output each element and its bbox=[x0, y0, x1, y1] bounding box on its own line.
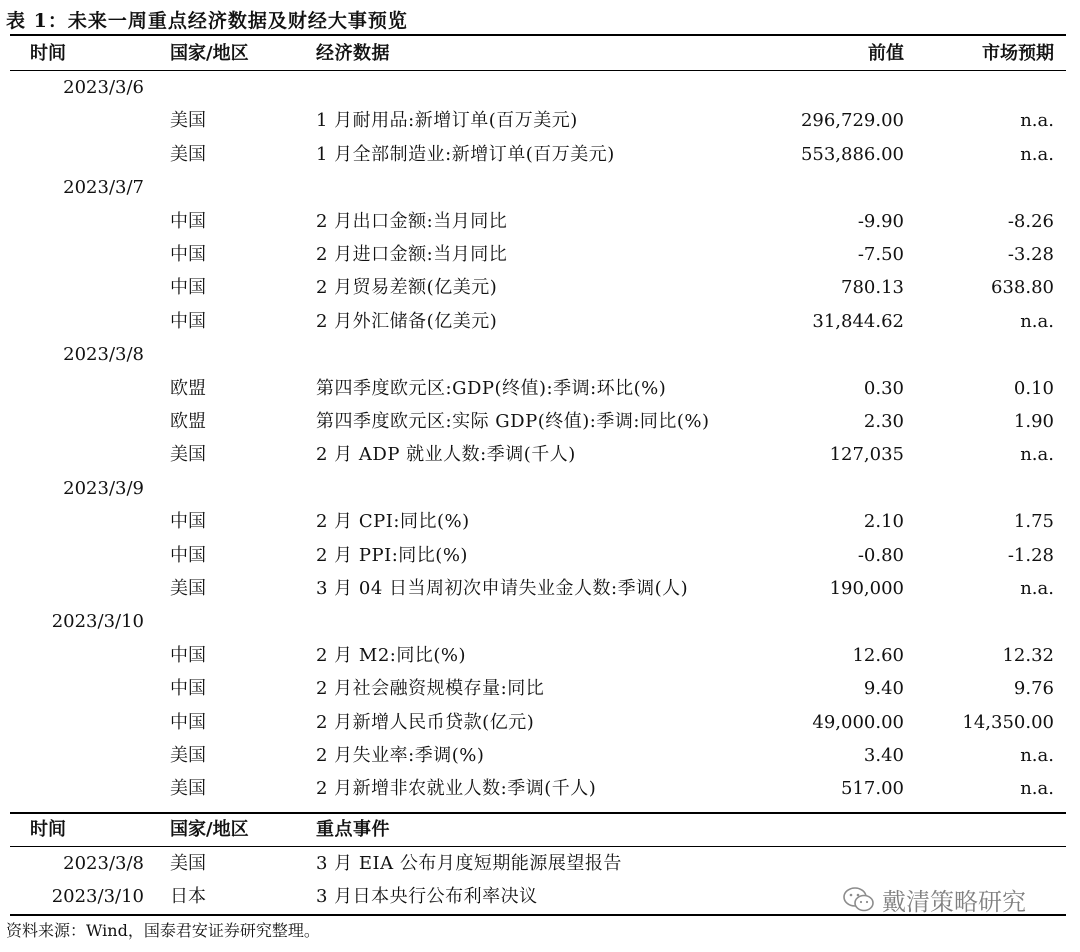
table-row bbox=[10, 639, 1066, 672]
table-row bbox=[10, 539, 1066, 572]
prev-value-cell: 3.40 bbox=[863, 745, 904, 766]
indicator-cell: 2 月新增非农就业人数:季调(千人) bbox=[316, 778, 597, 800]
indicator-cell: 2 月进口金额:当月同比 bbox=[316, 244, 508, 265]
forecast-cell: n.a. bbox=[1020, 578, 1054, 599]
header-country: 国家/地区 bbox=[170, 43, 249, 64]
watermark bbox=[842, 882, 1026, 920]
country-cell: 中国 bbox=[170, 544, 206, 566]
table-row bbox=[10, 405, 1066, 438]
forecast-cell: 638.80 bbox=[991, 277, 1054, 299]
table-row bbox=[10, 505, 1066, 538]
forecast-cell: -8.26 bbox=[1007, 210, 1054, 232]
prev-value-cell: 12.60 bbox=[852, 644, 904, 666]
indicator-cell: 2 月 ADP 就业人数:季调(千人) bbox=[316, 444, 576, 466]
date-cell: 2023/3/10 bbox=[51, 611, 144, 633]
date-cell: 2023/3/6 bbox=[63, 77, 144, 98]
event-row bbox=[10, 847, 1066, 880]
forecast-cell: n.a. bbox=[1020, 745, 1054, 766]
date-group-row bbox=[10, 171, 1066, 204]
forecast-cell: 14,350.00 bbox=[962, 711, 1054, 733]
date-group-row bbox=[10, 472, 1066, 505]
header-date: 时间 bbox=[30, 43, 66, 64]
table-header bbox=[10, 37, 1066, 70]
table-row bbox=[10, 739, 1066, 772]
source-note: 资料来源：Wind，国泰君安证券研究整理。 bbox=[6, 921, 320, 940]
event-date: 2023/3/10 bbox=[51, 886, 144, 907]
country-cell: 美国 bbox=[170, 110, 206, 132]
country-cell: 中国 bbox=[170, 210, 206, 232]
country-cell: 美国 bbox=[170, 745, 206, 766]
prev-value-cell: 296,729.00 bbox=[800, 110, 904, 132]
country-cell: 欧盟 bbox=[170, 411, 206, 432]
indicator-cell: 1 月耐用品:新增订单(百万美元) bbox=[316, 110, 578, 132]
date-group-row bbox=[10, 338, 1066, 371]
forecast-cell: n.a. bbox=[1020, 143, 1054, 165]
date-group-row bbox=[10, 605, 1066, 638]
date-group-row bbox=[10, 71, 1066, 104]
indicator-cell: 2 月失业率:季调(%) bbox=[316, 745, 485, 766]
country-cell: 美国 bbox=[170, 143, 206, 165]
country-cell: 美国 bbox=[170, 778, 206, 800]
table-row bbox=[10, 572, 1066, 605]
forecast-cell: 9.76 bbox=[1013, 678, 1054, 700]
indicator-cell: 1 月全部制造业:新增订单(百万美元) bbox=[316, 143, 615, 165]
event-country: 日本 bbox=[170, 886, 206, 907]
table-row bbox=[10, 772, 1066, 805]
country-cell: 中国 bbox=[170, 644, 206, 666]
date-cell: 2023/3/9 bbox=[63, 477, 144, 499]
prev-value-cell: 517.00 bbox=[841, 778, 904, 800]
wechat-icon bbox=[842, 886, 876, 920]
table-title: 表 1：未来一周重点经济数据及财经大事预览 bbox=[6, 10, 408, 32]
table-row bbox=[10, 672, 1066, 705]
forecast-cell: n.a. bbox=[1020, 444, 1054, 466]
forecast-cell: n.a. bbox=[1020, 778, 1054, 800]
table-row bbox=[10, 138, 1066, 171]
prev-value-cell: -0.80 bbox=[857, 544, 904, 566]
prev-value-cell: -9.90 bbox=[857, 210, 904, 232]
indicator-cell: 2 月 PPI:同比(%) bbox=[316, 544, 468, 566]
table-row bbox=[10, 305, 1066, 338]
forecast-cell: 0.10 bbox=[1013, 377, 1054, 399]
indicator-cell: 2 月 M2:同比(%) bbox=[316, 644, 466, 666]
events-header-event: 重点事件 bbox=[316, 819, 390, 840]
table-row bbox=[10, 238, 1066, 271]
country-cell: 中国 bbox=[170, 310, 206, 332]
header-item: 经济数据 bbox=[316, 43, 390, 64]
prev-value-cell: 0.30 bbox=[863, 377, 904, 399]
country-cell: 中国 bbox=[170, 277, 206, 299]
table-row bbox=[10, 372, 1066, 405]
indicator-cell: 2 月社会融资规模存量:同比 bbox=[316, 678, 545, 700]
header-forecast: 市场预期 bbox=[982, 43, 1054, 64]
date-cell: 2023/3/8 bbox=[63, 344, 144, 366]
forecast-cell: 1.90 bbox=[1013, 411, 1054, 432]
prev-value-cell: 780.13 bbox=[841, 277, 904, 299]
country-cell: 中国 bbox=[170, 244, 206, 265]
top-rule bbox=[10, 34, 1066, 36]
date-cell: 2023/3/7 bbox=[63, 177, 144, 199]
country-cell: 美国 bbox=[170, 578, 206, 599]
forecast-cell: -1.28 bbox=[1007, 544, 1054, 566]
indicator-cell: 2 月新增人民币贷款(亿元) bbox=[316, 711, 535, 733]
indicator-cell: 2 月外汇储备(亿美元) bbox=[316, 310, 498, 332]
event-text: 3 月日本央行公布利率决议 bbox=[316, 886, 538, 907]
watermark-text: 戴清策略研究 bbox=[882, 888, 1026, 916]
table-row bbox=[10, 104, 1066, 137]
event-text: 3 月 EIA 公布月度短期能源展望报告 bbox=[316, 853, 622, 874]
indicator-cell: 2 月贸易差额(亿美元) bbox=[316, 277, 498, 299]
forecast-cell: n.a. bbox=[1020, 110, 1054, 132]
table-row bbox=[10, 706, 1066, 739]
prev-value-cell: 9.40 bbox=[863, 678, 904, 700]
header-prev: 前值 bbox=[868, 43, 904, 64]
prev-value-cell: -7.50 bbox=[857, 244, 904, 265]
prev-value-cell: 31,844.62 bbox=[812, 310, 904, 332]
indicator-cell: 2 月出口金额:当月同比 bbox=[316, 210, 508, 232]
prev-value-cell: 127,035 bbox=[829, 444, 904, 466]
table-row bbox=[10, 271, 1066, 304]
event-date: 2023/3/8 bbox=[63, 853, 144, 874]
forecast-cell: -3.28 bbox=[1007, 244, 1054, 265]
prev-value-cell: 49,000.00 bbox=[812, 711, 904, 733]
event-country: 美国 bbox=[170, 853, 206, 874]
events-header-country: 国家/地区 bbox=[170, 819, 249, 840]
indicator-cell: 3 月 04 日当周初次申请失业金人数:季调(人) bbox=[316, 578, 689, 599]
country-cell: 中国 bbox=[170, 711, 206, 733]
prev-value-cell: 553,886.00 bbox=[800, 143, 904, 165]
forecast-cell: 1.75 bbox=[1013, 511, 1054, 533]
forecast-cell: n.a. bbox=[1020, 310, 1054, 332]
country-cell: 中国 bbox=[170, 511, 206, 533]
events-header-date: 时间 bbox=[30, 819, 66, 840]
table-row bbox=[10, 438, 1066, 471]
table-row bbox=[10, 205, 1066, 238]
indicator-cell: 第四季度欧元区:实际 GDP(终值):季调:同比(%) bbox=[316, 411, 710, 432]
indicator-cell: 2 月 CPI:同比(%) bbox=[316, 511, 470, 533]
prev-value-cell: 2.10 bbox=[863, 511, 904, 533]
country-cell: 美国 bbox=[170, 444, 206, 466]
country-cell: 欧盟 bbox=[170, 377, 206, 399]
indicator-cell: 第四季度欧元区:GDP(终值):季调:环比(%) bbox=[316, 377, 667, 399]
events-header bbox=[10, 813, 1066, 846]
forecast-cell: 12.32 bbox=[1002, 644, 1054, 666]
prev-value-cell: 190,000 bbox=[829, 578, 904, 599]
prev-value-cell: 2.30 bbox=[863, 411, 904, 432]
country-cell: 中国 bbox=[170, 678, 206, 700]
